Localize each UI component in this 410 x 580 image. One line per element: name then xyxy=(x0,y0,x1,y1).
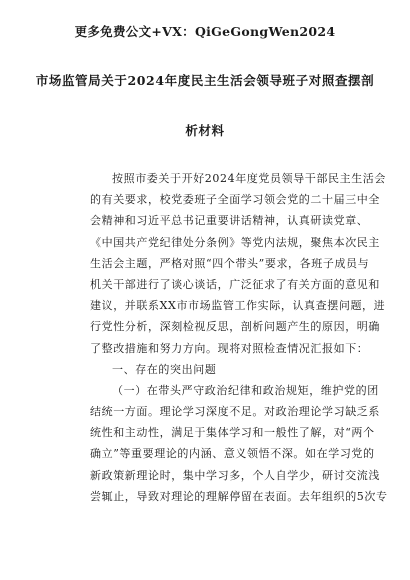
body-line: 生活会主题，严格对照“四个带头”要求，各班子成员与 xyxy=(90,256,370,270)
document-title-continued: 析材料 xyxy=(185,123,225,138)
document-body xyxy=(90,168,388,507)
body-line: 的有关要求，校党委班子全面学习领会党的二十届三中全 xyxy=(90,193,380,207)
document-title: 市场监管局关于2024年度民主生活会领导班子对照查摆剖 xyxy=(35,73,375,88)
body-line: 结统一方面。理论学习深度不足。对政治理论学习缺乏系 xyxy=(90,405,380,419)
body-line: 统性和主动性，满足于集体学习和一般性了解，对“两个 xyxy=(90,426,375,440)
section-heading: 一、存在的突出问题 xyxy=(112,362,217,376)
body-line: 会精神和习近平总书记重要讲话精神，认真研读党章、 xyxy=(90,214,369,228)
body-line: 了整改措施和努力方向。现将对照检查情况汇报如下： xyxy=(90,341,369,355)
body-line: 《中国共产党纪律处分条例》等党内法规，聚焦本次民主 xyxy=(90,235,380,249)
body-line: 确立”等重要理论的内涵、意义领悟不深。如在学习党的 xyxy=(90,447,375,461)
body-line: 建议，并联系XX市市场监管工作实际，认真查摆问题，进 xyxy=(90,299,386,313)
body-line: 机关干部进行了谈心谈话，广泛征求了有关方面的意见和 xyxy=(90,277,380,291)
body-line: （一）在带头严守政治纪律和政治规矩，维护党的团 xyxy=(112,383,379,397)
body-line: 行党性分析，深刻检视反思，剖析问题产生的原因，明确 xyxy=(90,320,380,334)
body-line: 新政策新理论时，集中学习多，个人自学少，研讨交流浅 xyxy=(90,468,380,482)
body-line: 尝辄止，导致对理论的理解停留在表面。去年组织的5次专 xyxy=(90,489,388,503)
promo-header: 更多免费公文+VX：QiGeGongWen2024 xyxy=(74,24,336,39)
body-line: 按照市委关于开好2024年度党员领导干部民主生活会 xyxy=(112,172,386,185)
